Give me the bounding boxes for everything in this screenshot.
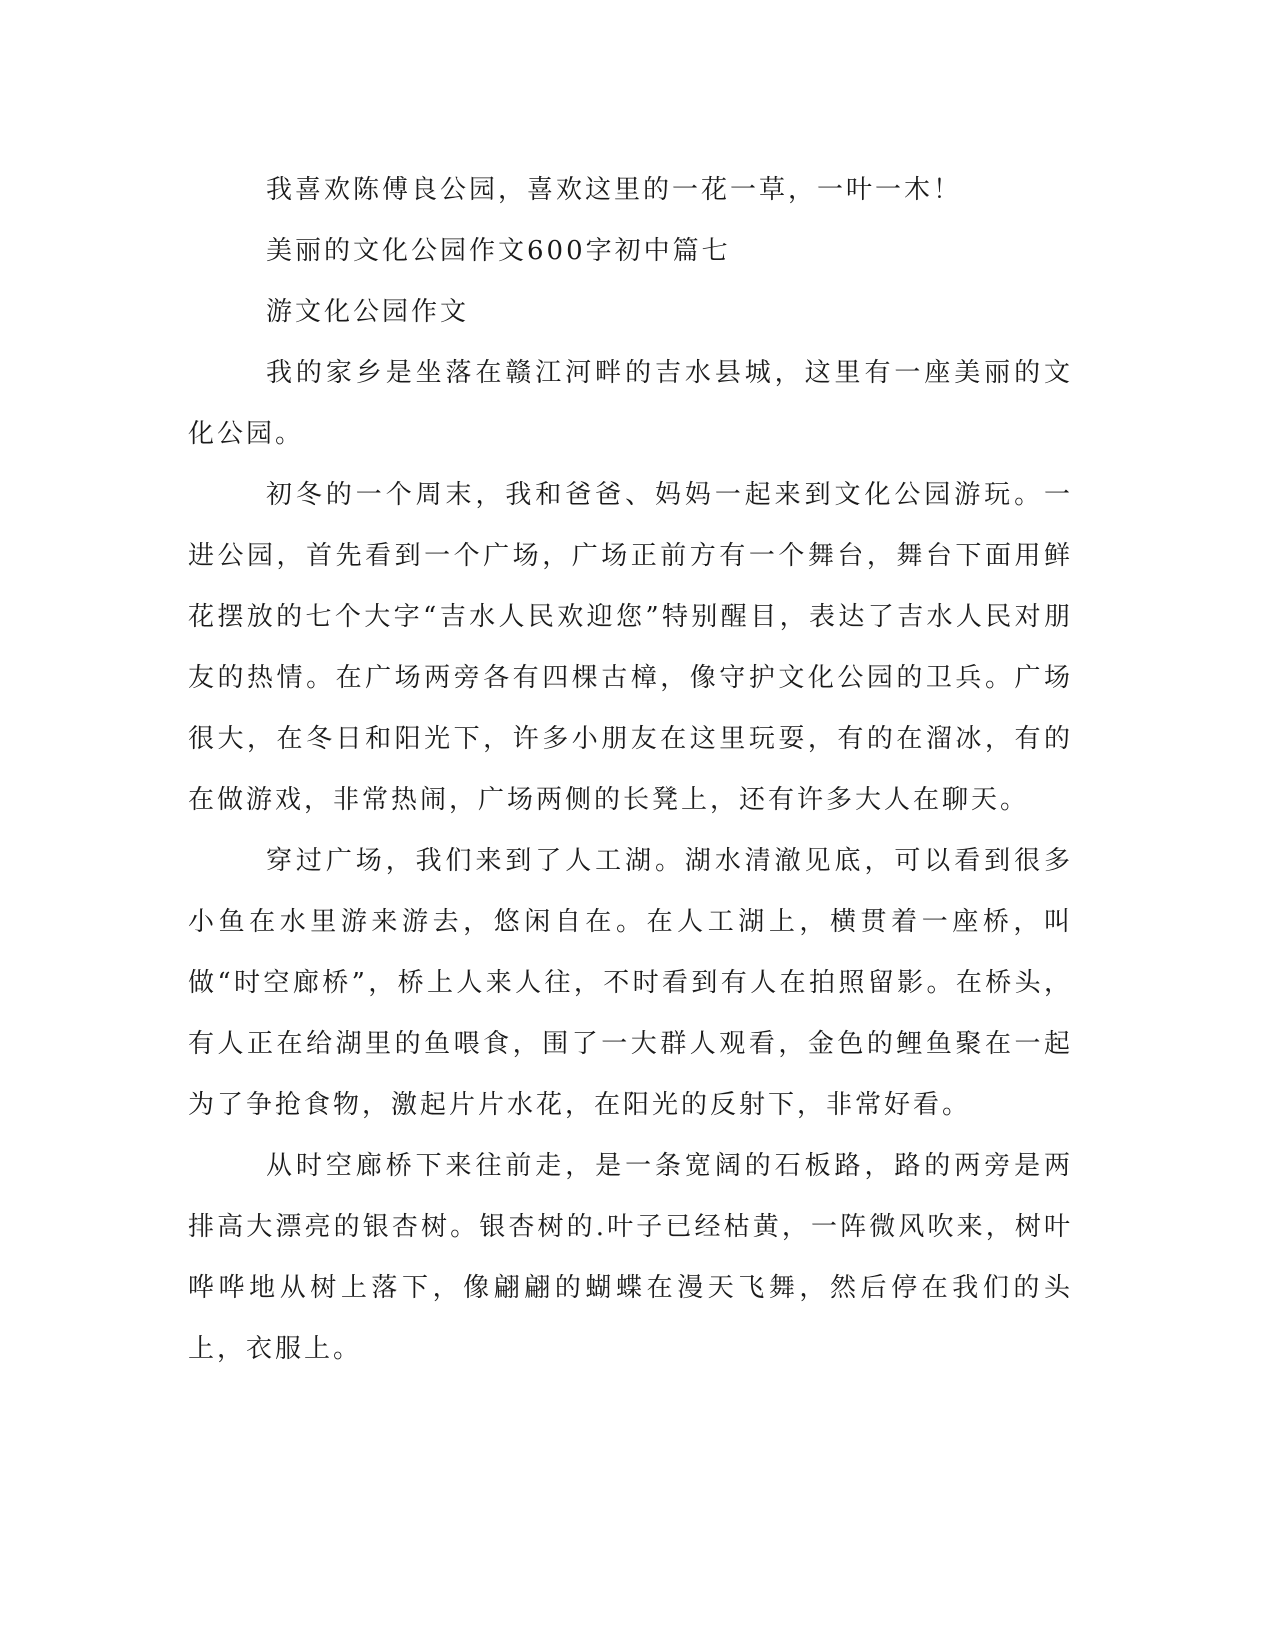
- paragraph-lake: 穿过广场，我们来到了人工湖。湖水清澈见底，可以看到很多小鱼在水里游来游去，悠闲自在。在人工湖上，横贯着一座桥，叫做“时空廊桥”，桥上人来人往，不时看到有人在拍照留影。在桥头，有人正在给湖里的鱼喂食，围了一大群人观看，金色的鲤鱼聚在一起为了争抢食物，激起片片水花，在阳光的反射下，非常好看。: [188, 846, 1073, 1120]
- paragraph-square: 初冬的一个周末，我和爸爸、妈妈一起来到文化公园游玩。一进公园，首先看到一个广场，广场正前方有一个舞台，舞台下面用鲜花摆放的七个大字“吉水人民欢迎您”特别醒目，表达了吉水人民对朋友的热情。在广场两旁各有四棵古樟，像守护文化公园的卫兵。广场很大，在冬日和阳光下，许多小朋友在这里玩耍，有的在溜冰，有的在做游戏，非常热闹，广场两侧的长凳上，还有许多大人在聊天。: [188, 480, 1073, 815]
- essay-title: 游文化公园作文: [266, 297, 470, 327]
- section-heading: 美丽的文化公园作文600字初中篇七: [266, 236, 731, 266]
- document-body: [188, 160, 1073, 1380]
- paragraph-ginkgo: 从时空廊桥下来往前走，是一条宽阔的石板路，路的两旁是两排高大漂亮的银杏树。银杏树的.叶子已经枯黄，一阵微风吹来，树叶哗哗地从树上落下，像翩翩的蝴蝶在漫天飞舞，然后停在我们的头上，衣服上。: [188, 1151, 1073, 1364]
- paragraph-intro: 我的家乡是坐落在赣江河畔的吉水县城，这里有一座美丽的文化公园。: [188, 358, 1073, 449]
- paragraph-closing-sentence: 我喜欢陈傅良公园，喜欢这里的一花一草，一叶一木！: [266, 175, 963, 205]
